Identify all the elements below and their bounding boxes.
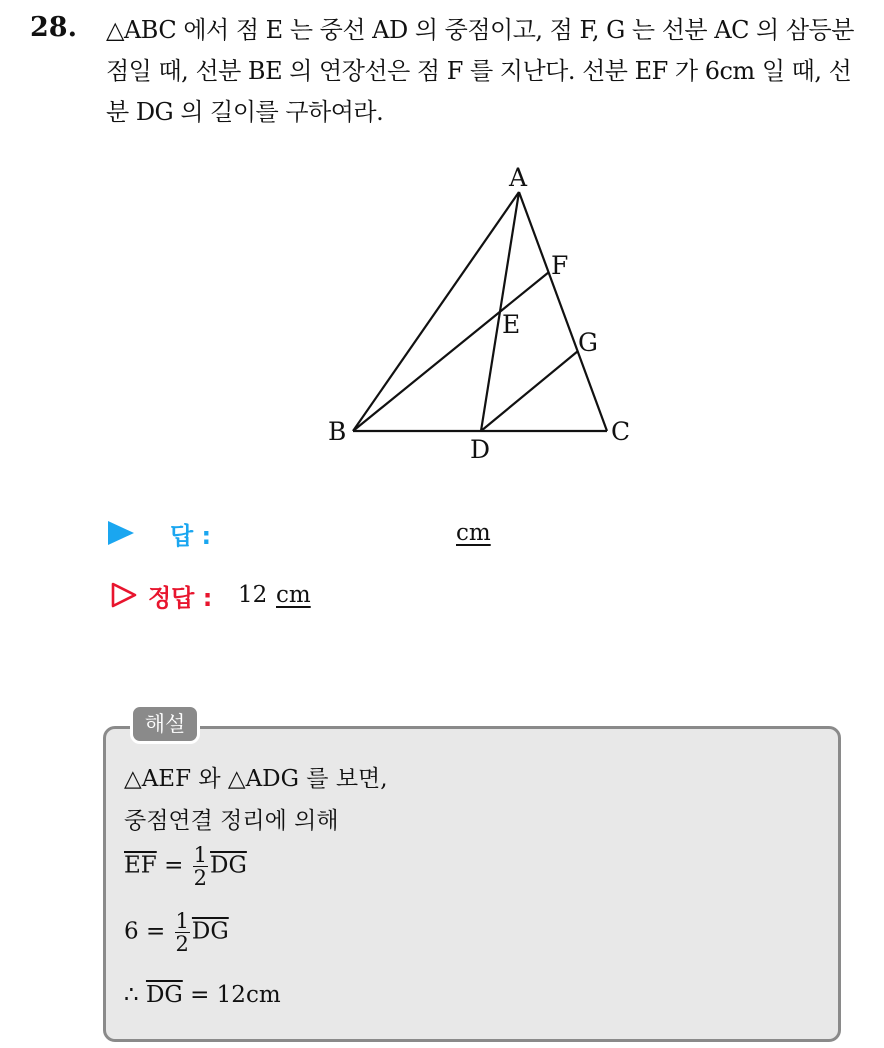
problem-text: △ABC 에서 점 E 는 중선 AD 의 중점이고, 점 F, G 는 선분 AC 의 삼등분점일 때, 선분 BE 의 연장선은 점 F 를 지난다. 선분 EF 가 6cm 일 때, 선분 DG 의 길이를 구하여라.: [106, 16, 854, 126]
correct-label: 정답 :: [148, 584, 213, 612]
label-G: G: [578, 328, 598, 357]
fraction-half: [175, 910, 190, 955]
answer-unit: cm: [456, 520, 491, 546]
geometry-figure: [320, 160, 640, 470]
correct-value: 12: [238, 582, 268, 608]
correct-unit: cm: [276, 582, 311, 608]
equals-sign: =: [164, 852, 184, 879]
result-text: = 12cm: [190, 982, 281, 1008]
correct-answer-row: [110, 576, 810, 616]
label-D: D: [470, 435, 491, 464]
label-A: A: [509, 163, 528, 192]
segment-dg: $\overline{DG}$: [210, 852, 247, 879]
segment-dg: $\overline{DG}$: [191, 918, 229, 945]
segment-AC: [519, 192, 607, 431]
outline-play-icon: [110, 581, 138, 609]
fraction-denominator: 2: [175, 932, 189, 956]
segment-dg: $\overline{DG}$: [145, 982, 183, 1008]
label-C: C: [611, 417, 631, 446]
fraction-half: [193, 844, 208, 889]
therefore-symbol: ∴: [124, 982, 139, 1008]
problem-number: 28.: [30, 12, 77, 43]
solution-line-1: △AEF 와 △ADG 를 보면,: [124, 766, 388, 792]
segment-BF: [353, 272, 549, 431]
answer-label: 답 :: [170, 522, 212, 550]
triangle-diagram: [320, 160, 640, 470]
fraction-denominator: 2: [193, 866, 208, 890]
fraction-numerator: 1: [193, 843, 208, 867]
solution-line-4: [124, 910, 229, 955]
segment-DG: [481, 351, 578, 431]
segment-AB: [353, 192, 519, 431]
fraction-numerator: 1: [175, 909, 189, 933]
value-six: 6: [124, 918, 139, 945]
solution-line-5: [124, 982, 281, 1008]
label-B: B: [328, 417, 347, 446]
solution-line-3: [124, 844, 247, 889]
solution-line-2: 중점연결 정리에 의해: [124, 808, 339, 834]
solution-tab: 해설: [130, 704, 200, 744]
label-E: E: [502, 310, 521, 339]
equals-sign: =: [145, 918, 166, 945]
label-F: F: [551, 251, 569, 280]
segment-ef: $\overline{EF}$: [124, 852, 157, 879]
answer-row: [108, 514, 808, 554]
play-icon: [108, 521, 134, 545]
